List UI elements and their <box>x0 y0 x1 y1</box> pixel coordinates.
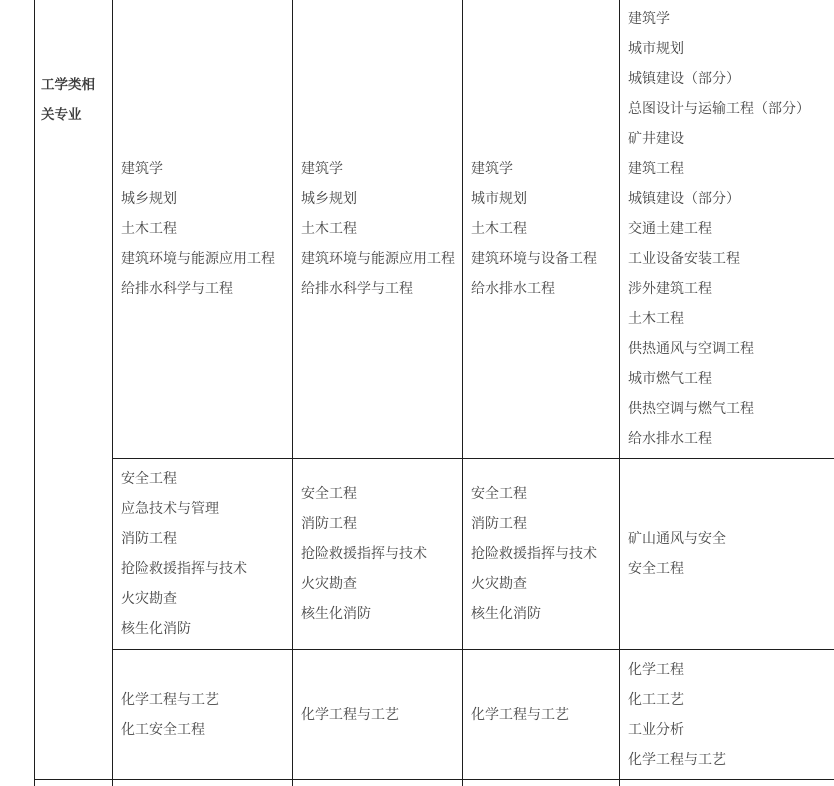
major-item: 建筑学 <box>628 11 670 27</box>
major-item: 建筑学 <box>121 161 163 177</box>
major-item: 土木工程 <box>301 221 357 237</box>
major-item: 给水排水工程 <box>471 281 555 297</box>
cell-r1-c2 <box>463 459 619 649</box>
major-item: 城市燃气工程 <box>628 371 712 387</box>
major-item: 消防工程 <box>471 516 527 532</box>
major-item: 城镇建设（部分） <box>628 71 740 87</box>
major-item: 火灾勘查 <box>301 576 357 592</box>
major-item: 抢险救援指挥与技术 <box>121 561 247 577</box>
major-item: 建筑学 <box>471 161 513 177</box>
major-item: 城镇建设（部分） <box>628 191 740 207</box>
major-item: 供热空调与燃气工程 <box>628 401 754 417</box>
major-item: 安全工程 <box>301 486 357 502</box>
major-item: 化学工程与工艺 <box>121 691 219 708</box>
major-item: 工业分析 <box>628 721 684 738</box>
major-item: 建筑学 <box>301 161 343 177</box>
category-label-line2: 关专业 <box>41 107 82 123</box>
major-item: 供热通风与空调工程 <box>628 341 754 357</box>
major-item: 安全工程 <box>471 486 527 502</box>
major-item: 安全工程 <box>121 471 177 487</box>
cell-r1-c3 <box>620 459 834 649</box>
major-item: 核生化消防 <box>121 621 191 637</box>
table-border-left <box>34 0 35 786</box>
major-item: 给排水科学与工程 <box>121 281 233 297</box>
major-item: 消防工程 <box>121 531 177 547</box>
major-item: 化学工程与工艺 <box>628 751 726 768</box>
category-label-line1: 工学类相 <box>41 77 95 93</box>
category-label <box>41 70 105 130</box>
major-item: 化工安全工程 <box>121 721 205 738</box>
major-item: 安全工程 <box>628 561 684 577</box>
major-item: 建筑环境与能源应用工程 <box>121 251 275 267</box>
major-item: 抢险救援指挥与技术 <box>471 546 597 562</box>
major-item: 矿井建设 <box>628 131 684 147</box>
cell-r0-c0 <box>113 0 292 458</box>
cell-r0-c1 <box>293 0 462 458</box>
cell-r2-c0 <box>113 650 292 779</box>
major-item: 核生化消防 <box>301 606 371 622</box>
major-item: 矿山通风与安全 <box>628 531 726 547</box>
cell-r2-c1 <box>293 650 462 779</box>
cell-r2-c2 <box>463 650 619 779</box>
cell-r0-c2 <box>463 0 619 458</box>
major-item: 涉外建筑工程 <box>628 281 712 297</box>
major-item: 土木工程 <box>628 311 684 327</box>
major-item: 土木工程 <box>121 221 177 237</box>
cell-r1-c1 <box>293 459 462 649</box>
major-item: 城乡规划 <box>121 191 177 207</box>
major-item: 给排水科学与工程 <box>301 281 413 297</box>
major-item: 抢险救援指挥与技术 <box>301 546 427 562</box>
major-item: 交通土建工程 <box>628 221 712 237</box>
major-item: 火灾勘查 <box>471 576 527 592</box>
major-item: 建筑环境与设备工程 <box>471 251 597 267</box>
cell-r2-c3 <box>620 650 834 779</box>
major-item: 城市规划 <box>471 191 527 207</box>
major-item: 化学工程 <box>628 661 684 678</box>
major-item: 火灾勘查 <box>121 591 177 607</box>
major-item: 核生化消防 <box>471 606 541 622</box>
major-item: 应急技术与管理 <box>121 501 219 517</box>
major-item: 消防工程 <box>301 516 357 532</box>
major-item: 工业设备安装工程 <box>628 251 740 267</box>
cell-r1-c0 <box>113 459 292 649</box>
major-item: 化学工程与工艺 <box>471 706 569 723</box>
major-item: 城乡规划 <box>301 191 357 207</box>
row-divider-3 <box>34 779 834 780</box>
major-item: 城市规划 <box>628 41 684 57</box>
cell-r0-c3 <box>620 0 834 458</box>
major-item: 建筑环境与能源应用工程 <box>301 251 455 267</box>
major-item: 化学工程与工艺 <box>301 706 399 723</box>
major-item: 土木工程 <box>471 221 527 237</box>
major-item: 化工工艺 <box>628 691 684 708</box>
major-item: 总图设计与运输工程（部分） <box>628 101 810 117</box>
major-item: 建筑工程 <box>628 161 684 177</box>
major-item: 给水排水工程 <box>628 431 712 447</box>
